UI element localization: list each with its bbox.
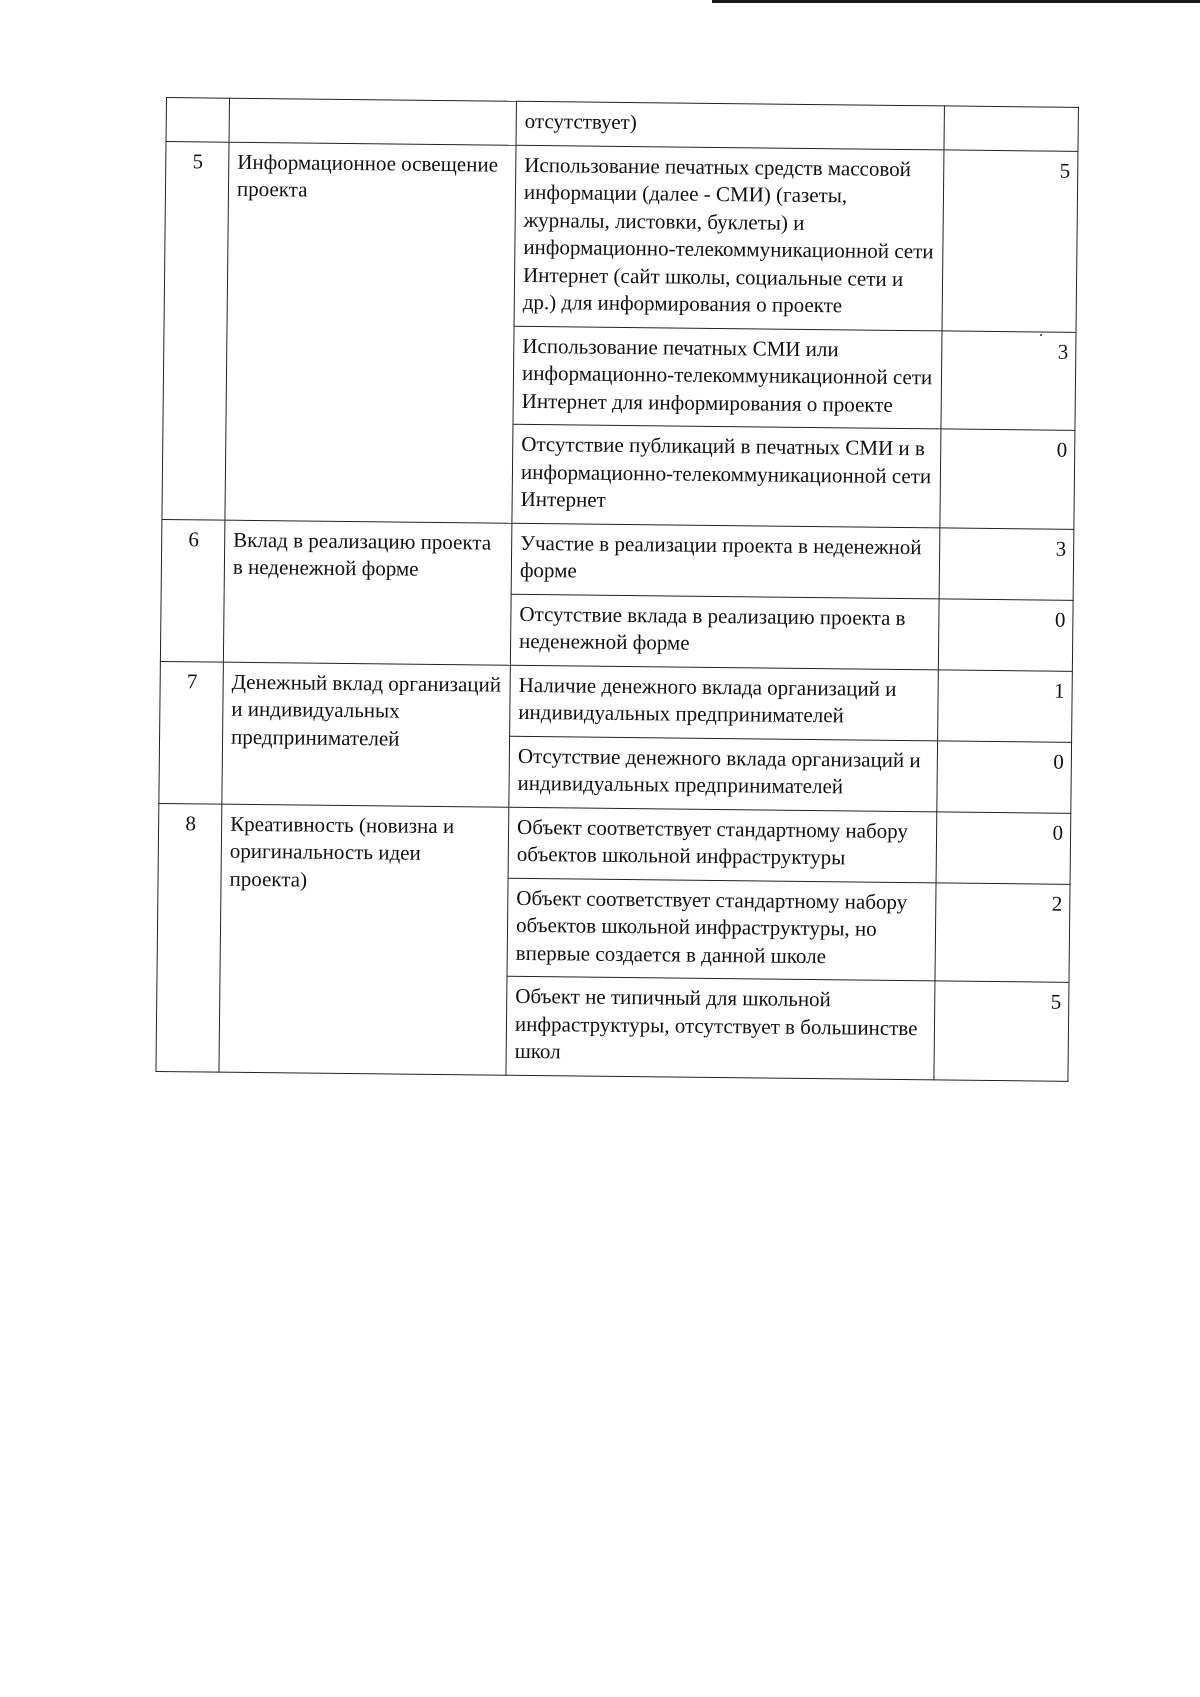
- option-score: 0: [938, 598, 1073, 670]
- option-description: Отсутствие денежного вклада организаций и индивидуальных предпринимателей: [509, 736, 938, 812]
- option-description: отсутствует): [516, 101, 944, 149]
- option-description: Использование печатных средств массовой информации (далее - СМИ) (газеты, журналы, листовки, буклеты) и информационно-телекоммуникационной сети Интернет (сайт школы, социальные сети и др.) для информирования о проекте: [514, 145, 944, 331]
- option-description: Объект соответствует стандартному набору объектов школьной инфраструктуры: [508, 807, 937, 883]
- number-cell: [166, 98, 229, 142]
- scan-edge-border: [712, 0, 1200, 3]
- criterion-name-cell: [229, 98, 516, 145]
- criterion-name: Информационное освещение проекта: [225, 142, 516, 523]
- option-score: 0: [937, 740, 1072, 812]
- option-description: Использование печатных СМИ или информационно-телекоммуникационной сети Интернет для информирования о проекте: [513, 326, 942, 429]
- option-score: 3: [941, 330, 1076, 430]
- document-page: [155, 97, 1077, 1081]
- table-row: [161, 519, 1074, 600]
- option-description: Объект не типичный для школьной инфраструктуры, отсутствует в большинстве школ: [506, 976, 935, 1079]
- criterion-number: 7: [159, 661, 224, 804]
- table-row: [160, 661, 1073, 742]
- criterion-name: Денежный вклад организаций и индивидуальных предпринимателей: [222, 662, 511, 807]
- option-score: 2: [935, 882, 1070, 982]
- option-description: Участие в реализации проекта в неденежной форме: [511, 523, 940, 599]
- criterion-number: 8: [156, 803, 222, 1072]
- option-score: [944, 106, 1078, 151]
- table-row: [158, 803, 1071, 884]
- option-description: Наличие денежного вклада организаций и индивидуальных предпринимателей: [510, 665, 939, 741]
- criterion-name: Креативность (новизна и оригинальность идеи проекта): [219, 804, 509, 1075]
- option-description: Объект соответствует стандартному набору объектов школьной инфраструктуры, но впервые создается в данной школе: [507, 878, 936, 981]
- option-description: Отсутствие вклада в реализацию проекта в неденежной форме: [510, 594, 939, 670]
- option-score: 5: [934, 981, 1069, 1081]
- scan-speck: [1040, 334, 1042, 336]
- option-score: 3: [939, 527, 1074, 599]
- option-score: 0: [940, 429, 1075, 529]
- criterion-number: 5: [162, 141, 229, 520]
- criterion-number: 6: [160, 519, 225, 662]
- option-score: 1: [938, 669, 1073, 741]
- criterion-name: Вклад в реализацию проекта в неденежной форме: [223, 520, 512, 665]
- option-score: 0: [936, 811, 1071, 883]
- option-score: 5: [942, 149, 1078, 331]
- option-description: Отсутствие публикаций в печатных СМИ и в информационно-телекоммуникационной сети Интернет: [512, 424, 941, 527]
- table-row: [164, 141, 1078, 332]
- criteria-table: [155, 97, 1078, 1081]
